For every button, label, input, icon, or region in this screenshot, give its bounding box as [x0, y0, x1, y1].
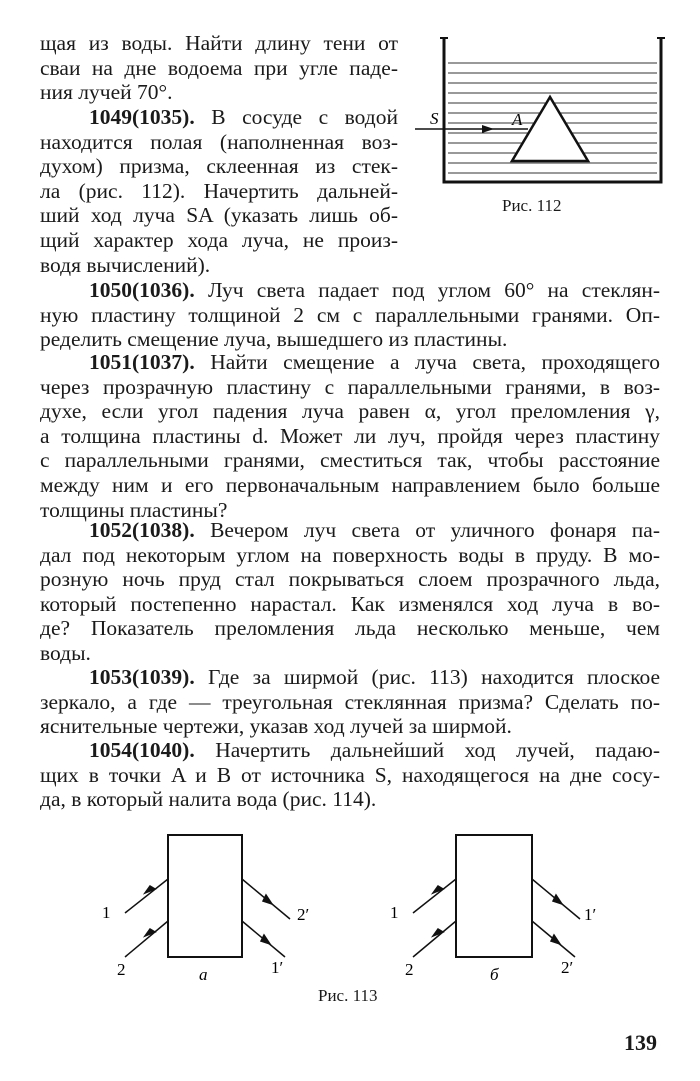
text-line: с параллельными гранями, сместиться так, чтобы расстояние — [40, 448, 660, 473]
problem-number: 1054(1040). — [89, 738, 195, 762]
problem-number: 1051(1037). — [89, 350, 195, 374]
figure-113-panel-a — [102, 835, 309, 984]
figure-112-caption: Рис. 112 — [502, 196, 562, 215]
figure-113-caption: Рис. 113 — [318, 986, 378, 1005]
text-line: сваи на дне водоема при угле паде- — [40, 55, 398, 80]
text-line: ную пластину толщиной 2 см с параллельными гранями. Оп- — [40, 302, 660, 327]
label-a: A — [512, 110, 523, 129]
arrow-a-out2 — [263, 895, 272, 904]
text-line: дал под некоторым углом на поверхность воды в пруду. В мо- — [40, 542, 660, 567]
problem-number: 1049(1035). — [89, 105, 195, 129]
text-line: де? Показатель преломления льда несколько меньше, чем — [40, 616, 660, 641]
intro-paragraph — [40, 31, 398, 105]
problem-1052 — [40, 518, 660, 666]
text-line: между ним и его первоначальным направлением было больше — [40, 472, 660, 497]
ray-b-in2 — [413, 921, 456, 957]
problem-number: 1052(1038). — [89, 518, 195, 542]
problem-1054 — [40, 738, 660, 812]
ray-a-in1 — [125, 879, 168, 913]
problem-1050 — [40, 278, 660, 352]
ray-arrow — [482, 125, 494, 133]
text-line: находится полая (наполненная воз- — [40, 129, 398, 154]
text-line: духе, если угол падения луча равен α, угол преломления γ, — [40, 399, 660, 424]
label-a-sub: а — [199, 965, 208, 984]
label-b-in1: 1 — [390, 903, 399, 922]
figure-113 — [85, 825, 625, 995]
arrow-a-in1 — [145, 886, 155, 893]
label-b-out1: 1′ — [584, 905, 597, 924]
text-line: воды. — [40, 640, 91, 665]
text-line: щая из воды. Найти длину тени от — [40, 31, 398, 55]
text-line: зеркало, а где — треугольная стеклянная призма? Сделать по- — [40, 689, 660, 714]
text-line: щих в точки A и B от источника S, находящегося на дне сосу- — [40, 762, 660, 787]
page-number: 139 — [624, 1030, 657, 1055]
text-line: ший ход луча SA (указать лишь об- — [40, 203, 398, 228]
screen-b — [456, 835, 532, 957]
label-a-out1: 1′ — [271, 958, 284, 977]
text-line: ла (рис. 112). Начертить дальней- — [40, 178, 398, 203]
text-line: ределить смещение луча, вышедшего из пластины. — [40, 327, 508, 352]
text-line: розную ночь пруд стал покрываться слоем прозрачного льда, — [40, 567, 660, 592]
problem-1049 — [40, 105, 398, 277]
text-line: яснительные чертежи, указав ход лучей за ширмой. — [40, 714, 512, 739]
text-line: Где за ширмой (рис. 113) находится плоское — [208, 665, 660, 689]
problem-number: 1050(1036). — [89, 278, 195, 302]
arrow-b-out2 — [551, 935, 560, 944]
arrow-b-in1 — [433, 886, 443, 893]
problem-1051 — [40, 350, 660, 522]
text-line: толщины пластины? — [40, 497, 228, 522]
text-line: водя вычислений). — [40, 252, 211, 277]
arrow-b-out1 — [553, 895, 562, 904]
label-s: S — [430, 109, 439, 128]
text-line: В сосуде с водой — [211, 105, 398, 129]
figure-113-panel-b — [390, 835, 596, 984]
figure-112 — [410, 35, 670, 195]
text-line: а толщина пластины d. Может ли луч, пройдя через пластину — [40, 423, 660, 448]
label-b-out2: 2′ — [561, 958, 574, 977]
arrow-a-in2 — [145, 929, 155, 936]
label-b-sub: б — [490, 965, 499, 984]
ray-a-in2 — [125, 921, 168, 957]
text-line: Найти смещение a луча света, проходящего — [210, 350, 660, 374]
text-line: ния лучей 70°. — [40, 80, 173, 105]
text-line: щий характер хода луча, не произ- — [40, 227, 398, 252]
label-a-in2: 2 — [117, 960, 126, 979]
screen-a — [168, 835, 242, 957]
text-line: да, в который налита вода (рис. 114). — [40, 787, 377, 812]
text-line: духом) призма, склеенная из стек- — [40, 154, 398, 179]
text-line: Вечером луч света от уличного фонаря па- — [210, 518, 660, 542]
text-line: который постепенно нарастал. Как изменялся ход луча в во- — [40, 591, 660, 616]
problem-number: 1053(1039). — [89, 665, 195, 689]
text-line: через прозрачную пластину с параллельными гранями, в воз- — [40, 374, 660, 399]
text-line: Луч света падает под углом 60° на стеклян- — [207, 278, 660, 302]
ray-b-in1 — [413, 879, 456, 913]
label-b-in2: 2 — [405, 960, 414, 979]
text-line: Начертить дальнейший ход лучей, падаю- — [215, 738, 661, 762]
arrow-b-in2 — [433, 929, 443, 936]
arrow-a-out1 — [261, 935, 270, 944]
label-a-in1: 1 — [102, 903, 111, 922]
label-a-out2: 2′ — [297, 905, 310, 924]
problem-1053 — [40, 665, 660, 739]
